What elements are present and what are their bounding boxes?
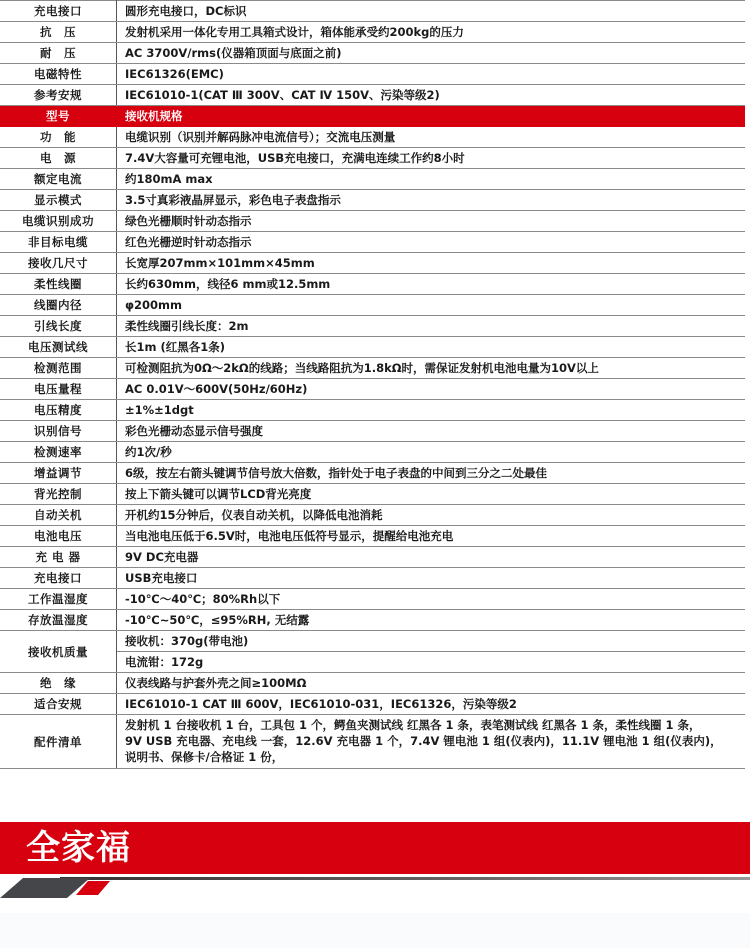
table-row — [0, 253, 745, 274]
table-row-accessories — [0, 715, 745, 769]
row-label: 参考安规 — [0, 85, 117, 106]
row-label: 适合安规 — [0, 694, 117, 715]
row-value: 可检测阻抗为0Ω～2kΩ的线路；当线路阻抗为1.8kΩ时，需保证发射机电池电量为10V以上 — [117, 358, 746, 379]
table-row — [0, 64, 745, 85]
table-row — [0, 589, 745, 610]
row-value: 电流钳：172g — [117, 652, 746, 673]
row-value: 电缆识别（识别并解码脉冲电流信号）；交流电压测量 — [117, 127, 746, 148]
row-value: IEC61010-1(CAT Ⅲ 300V、CAT Ⅳ 150V、污染等级2) — [117, 85, 746, 106]
accessories-line: 发射机 1 台接收机 1 台，工具包 1 个，鳄鱼夹测试线 红黑各 1 条，表笔测试线 红黑各 1 条，柔性线圈 1 条， — [125, 718, 701, 732]
table-row — [0, 547, 745, 568]
table-row — [0, 568, 745, 589]
row-label: 电压精度 — [0, 400, 117, 421]
row-label: 引线长度 — [0, 316, 117, 337]
row-value: 长1m (红黑各1条) — [117, 337, 746, 358]
table-row — [0, 1, 745, 22]
row-value: 绿色光栅顺时针动态指示 — [117, 211, 746, 232]
row-label: 识别信号 — [0, 421, 117, 442]
table-row — [0, 43, 745, 64]
table-row — [0, 379, 745, 400]
table-row — [0, 526, 745, 547]
row-label: 检测速率 — [0, 442, 117, 463]
banner-title: 全家福 — [26, 828, 131, 868]
row-label: 非目标电缆 — [0, 232, 117, 253]
row-label: 绝 缘 — [0, 673, 117, 694]
row-label: 电缆识别成功 — [0, 211, 117, 232]
table-row — [0, 442, 745, 463]
row-label: 充电接口 — [0, 568, 117, 589]
row-value: -10℃~50℃，≤95%RH, 无结露 — [117, 610, 746, 631]
table-row — [0, 484, 745, 505]
table-row — [0, 505, 745, 526]
row-value: USB充电接口 — [117, 568, 746, 589]
row-value: 当电池电压低于6.5V时，电池电压低符号显示，提醒给电池充电 — [117, 526, 746, 547]
row-value: 开机约15分钟后，仪表自动关机，以降低电池消耗 — [117, 505, 746, 526]
row-value: 9V DC充电器 — [117, 547, 746, 568]
row-value: 3.5寸真彩液晶屏显示，彩色电子表盘指示 — [117, 190, 746, 211]
row-value: 6级，按左右箭头键调节信号放大倍数，指针处于电子表盘的中间到三分之二处最佳 — [117, 463, 746, 484]
table-row — [0, 400, 745, 421]
table-row — [0, 148, 745, 169]
table-row — [0, 421, 745, 442]
row-value: 红色光栅逆时针动态指示 — [117, 232, 746, 253]
row-label: 配件清单 — [0, 715, 117, 769]
row-label: 增益调节 — [0, 463, 117, 484]
accessories-list — [117, 715, 746, 769]
row-value: AC 3700V/rms(仪器箱顶面与底面之前) — [117, 43, 746, 64]
row-value: IEC61010-1 CAT Ⅲ 600V，IEC61010-031，IEC61326，污染等级2 — [117, 694, 746, 715]
table-row — [0, 673, 745, 694]
row-value: 约1次/秒 — [117, 442, 746, 463]
banner-dark-parallelogram-icon — [0, 878, 90, 898]
table-row — [0, 85, 745, 106]
row-value: 柔性线圈引线长度：2m — [117, 316, 746, 337]
row-label: 电压测试线 — [0, 337, 117, 358]
table-row — [0, 127, 745, 148]
accessories-line: 9V USB 充电器、充电线 一套，12.6V 充电器 1 个，7.4V 锂电池 1 组(仪表内)，11.1V 锂电池 1 组(仪表内)， — [125, 734, 722, 748]
row-value: 长约630mm，线径6 mm或12.5mm — [117, 274, 746, 295]
row-label: 存放温湿度 — [0, 610, 117, 631]
row-value: 彩色光栅动态显示信号强度 — [117, 421, 746, 442]
row-label: 显示模式 — [0, 190, 117, 211]
row-value: 接收机：370g(带电池) — [117, 631, 746, 652]
header-spec-label: 接收机规格 — [117, 106, 746, 127]
row-value: IEC61326(EMC) — [117, 64, 746, 85]
banner-underline — [60, 877, 750, 880]
table-row — [0, 232, 745, 253]
row-value: 7.4V大容量可充锂电池，USB充电接口，充满电连续工作约8小时 — [117, 148, 746, 169]
row-label: 功 能 — [0, 127, 117, 148]
row-label: 电压量程 — [0, 379, 117, 400]
row-value: 仪表线路与护套外壳之间≥100MΩ — [117, 673, 746, 694]
table-row — [0, 211, 745, 232]
row-value: φ200mm — [117, 295, 746, 316]
row-value: 发射机采用一体化专用工具箱式设计，箱体能承受约200kg的压力 — [117, 22, 746, 43]
accessories-line: 说明书、保修卡/合格证 1 份， — [125, 750, 284, 764]
table-row — [0, 274, 745, 295]
row-label: 接收几尺寸 — [0, 253, 117, 274]
row-label: 耐 压 — [0, 43, 117, 64]
table-row — [0, 295, 745, 316]
row-label: 工作温湿度 — [0, 589, 117, 610]
section-banner — [0, 822, 750, 874]
table-row-mass — [0, 631, 745, 652]
table-row — [0, 316, 745, 337]
row-label: 电 源 — [0, 148, 117, 169]
row-label: 电磁特性 — [0, 64, 117, 85]
row-value: 约180mA max — [117, 169, 746, 190]
row-label: 电池电压 — [0, 526, 117, 547]
table-row — [0, 190, 745, 211]
row-label: 充电接口 — [0, 1, 117, 22]
row-label: 额定电流 — [0, 169, 117, 190]
header-model-label: 型号 — [0, 106, 117, 127]
table-row — [0, 463, 745, 484]
table-row — [0, 22, 745, 43]
receiver-header-row — [0, 106, 745, 127]
row-label: 柔性线圈 — [0, 274, 117, 295]
row-label: 检测范围 — [0, 358, 117, 379]
row-label: 抗 压 — [0, 22, 117, 43]
table-row — [0, 358, 745, 379]
row-label: 背光控制 — [0, 484, 117, 505]
row-value: 按上下箭头键可以调节LCD背光亮度 — [117, 484, 746, 505]
row-label: 自动关机 — [0, 505, 117, 526]
row-label: 充 电 器 — [0, 547, 117, 568]
table-row — [0, 337, 745, 358]
table-row — [0, 694, 745, 715]
row-label: 线圈内径 — [0, 295, 117, 316]
row-value: -10℃～40℃；80%Rh以下 — [117, 589, 746, 610]
row-value: 圆形充电接口，DC标识 — [117, 1, 746, 22]
row-value: AC 0.01V～600V(50Hz/60Hz) — [117, 379, 746, 400]
row-label: 接收机质量 — [0, 631, 117, 673]
table-row — [0, 169, 745, 190]
row-value: ±1%±1dgt — [117, 400, 746, 421]
row-value: 长宽厚207mm×101mm×45mm — [117, 253, 746, 274]
table-row — [0, 610, 745, 631]
bottom-area — [0, 913, 750, 948]
